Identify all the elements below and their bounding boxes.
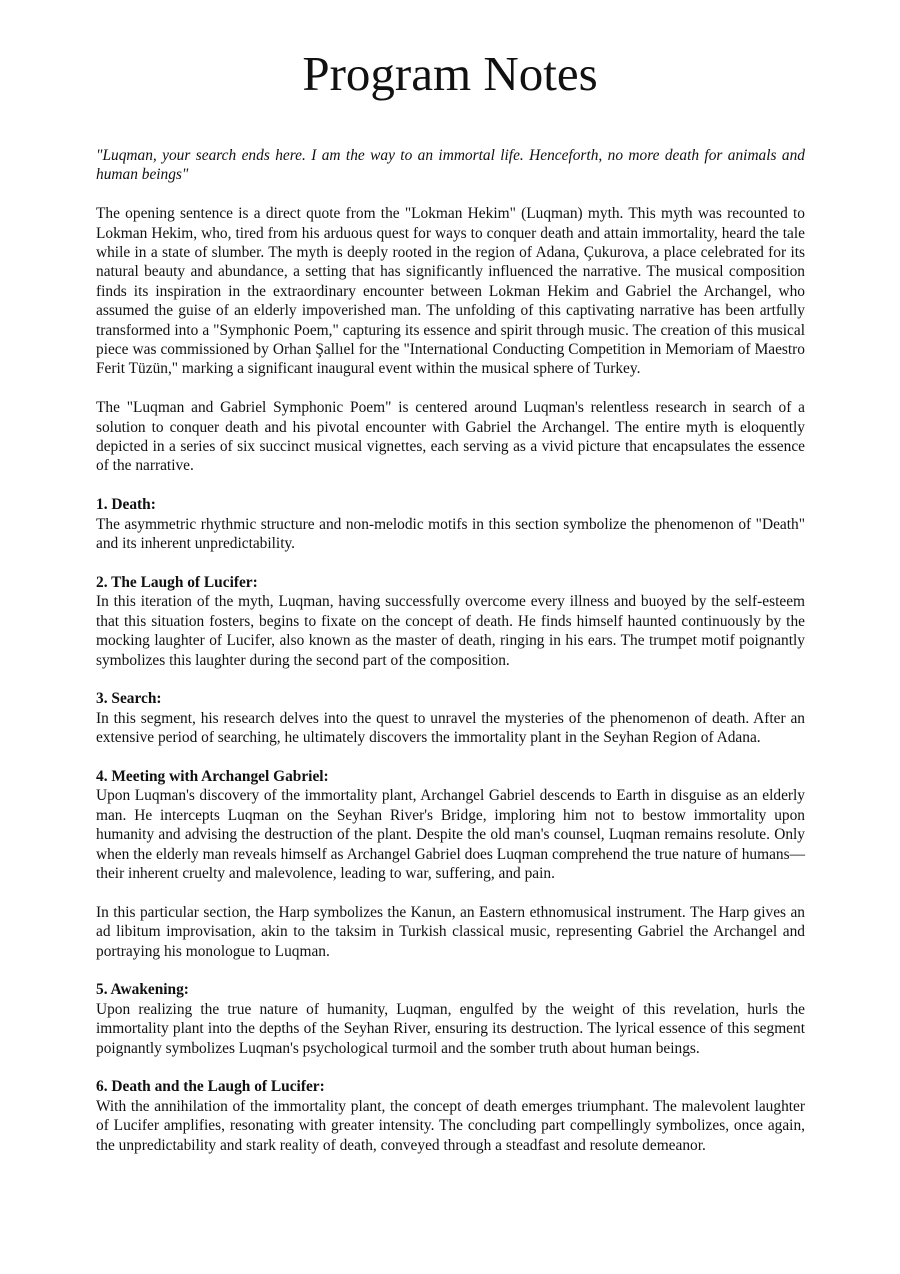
section-text: The asymmetric rhythmic structure and non-melodic motifs in this section symbolize the phenomenon of "Death" and its inherent unpredictability. — [96, 515, 805, 553]
section-heading: 5. Awakening: — [96, 981, 189, 999]
section-harp-note — [96, 903, 805, 961]
epigraph-quote: "Luqman, your search ends here. I am the way to an immortal life. Henceforth, no more death for animals and human beings" — [96, 147, 805, 184]
page-title: Program Notes — [302, 46, 598, 101]
section-text: Upon realizing the true nature of humanity, Luqman, engulfed by the weight of this revelation, hurls the immortality plant into the depths of the Seyhan River, ensuring its destruction. The lyrical essence of this segment poignantly symbolizes Luqman's psychological turmoil and the somber truth about human beings. — [96, 1000, 805, 1057]
section-death-and-laugh — [96, 1077, 805, 1155]
section-death — [96, 495, 805, 553]
section-text: Upon Luqman's discovery of the immortality plant, Archangel Gabriel descends to Earth in disguise as an elderly man. He intercepts Luqman on the Seyhan River's Bridge, imploring him not to bestow immortality upon humanity and advising the destruction of the plant. Despite the old man's counsel, Luqman remains resolute. Only when the elderly man reveals himself as Archangel Gabriel does Luqman comprehend the true nature of humans—their inherent cruelty and malevolence, leading to war, suffering, and pain. — [96, 787, 805, 882]
section-meeting-gabriel — [96, 767, 805, 883]
section-heading: 6. Death and the Laugh of Lucifer: — [96, 1078, 325, 1096]
section-text: In this particular section, the Harp symbolizes the Kanun, an Eastern ethnomusical instrument. The Harp gives an ad libitum improvisation, akin to the taksim in Turkish classical music, representing Gabriel the Archangel and portraying his monologue to Luqman. — [96, 903, 805, 960]
section-text: In this iteration of the myth, Luqman, having successfully overcome every illness and buoyed by the self-esteem that this situation fosters, begins to fixate on the concept of death. He finds himself haunted continuously by the mocking laughter of Lucifer, also known as the master of death, ringing in his ears. The trumpet motif poignantly symbolizes this laughter during the second part of the composition. — [96, 593, 805, 669]
document-body — [96, 146, 805, 1174]
section-heading: 3. Search: — [96, 690, 162, 708]
section-text: With the annihilation of the immortality plant, the concept of death emerges triumphant. The malevolent laughter of Lucifer amplifies, resonating with greater intensity. The concluding part compellingly symbolizes, once again, the unpredictability and stark reality of death, conveyed through a steadfast and resolute demeanor. — [96, 1097, 805, 1154]
section-heading: 4. Meeting with Archangel Gabriel: — [96, 767, 329, 785]
section-laugh-of-lucifer — [96, 573, 805, 670]
section-text: In this segment, his research delves into the quest to unravel the mysteries of the phenomenon of death. After an extensive period of searching, he ultimately discovers the immortality plant in the Seyhan Region of Adana. — [96, 709, 805, 747]
section-heading: 1. Death: — [96, 496, 156, 514]
section-heading: 2. The Laugh of Lucifer: — [96, 573, 258, 591]
intro-paragraph-1: The opening sentence is a direct quote from the "Lokman Hekim" (Luqman) myth. This myth was recounted to Lokman Hekim, who, tired from his arduous quest for ways to conquer death and attain immortality, heard the tale while in a state of slumber. The myth is deeply rooted in the region of Adana, Çukurova, a place celebrated for its natural beauty and abundance, a setting that has significantly influenced the narrative. The musical composition finds its inspiration in the extraordinary encounter between Lokman Hekim and Gabriel the Archangel, who assumed the guise of an elderly impoverished man. The unfolding of this captivating narrative has been artfully transformed into a "Symphonic Poem," capturing its essence and spirit through music. The creation of this musical piece was commissioned by Orhan Şallıel for the "International Conducting Competition in Memoriam of Maestro Ferit Tüzün," marking a significant inaugural event within the musical sphere of Turkey. — [96, 205, 805, 378]
section-awakening — [96, 980, 805, 1058]
intro-paragraph-2: The "Luqman and Gabriel Symphonic Poem" is centered around Luqman's relentless research in search of a solution to conquer death and his pivotal encounter with Gabriel the Archangel. The entire myth is eloquently depicted in a series of six succinct musical vignettes, each serving as a vivid picture that encapsulates the essence of the narrative. — [96, 399, 805, 475]
section-search — [96, 689, 805, 747]
